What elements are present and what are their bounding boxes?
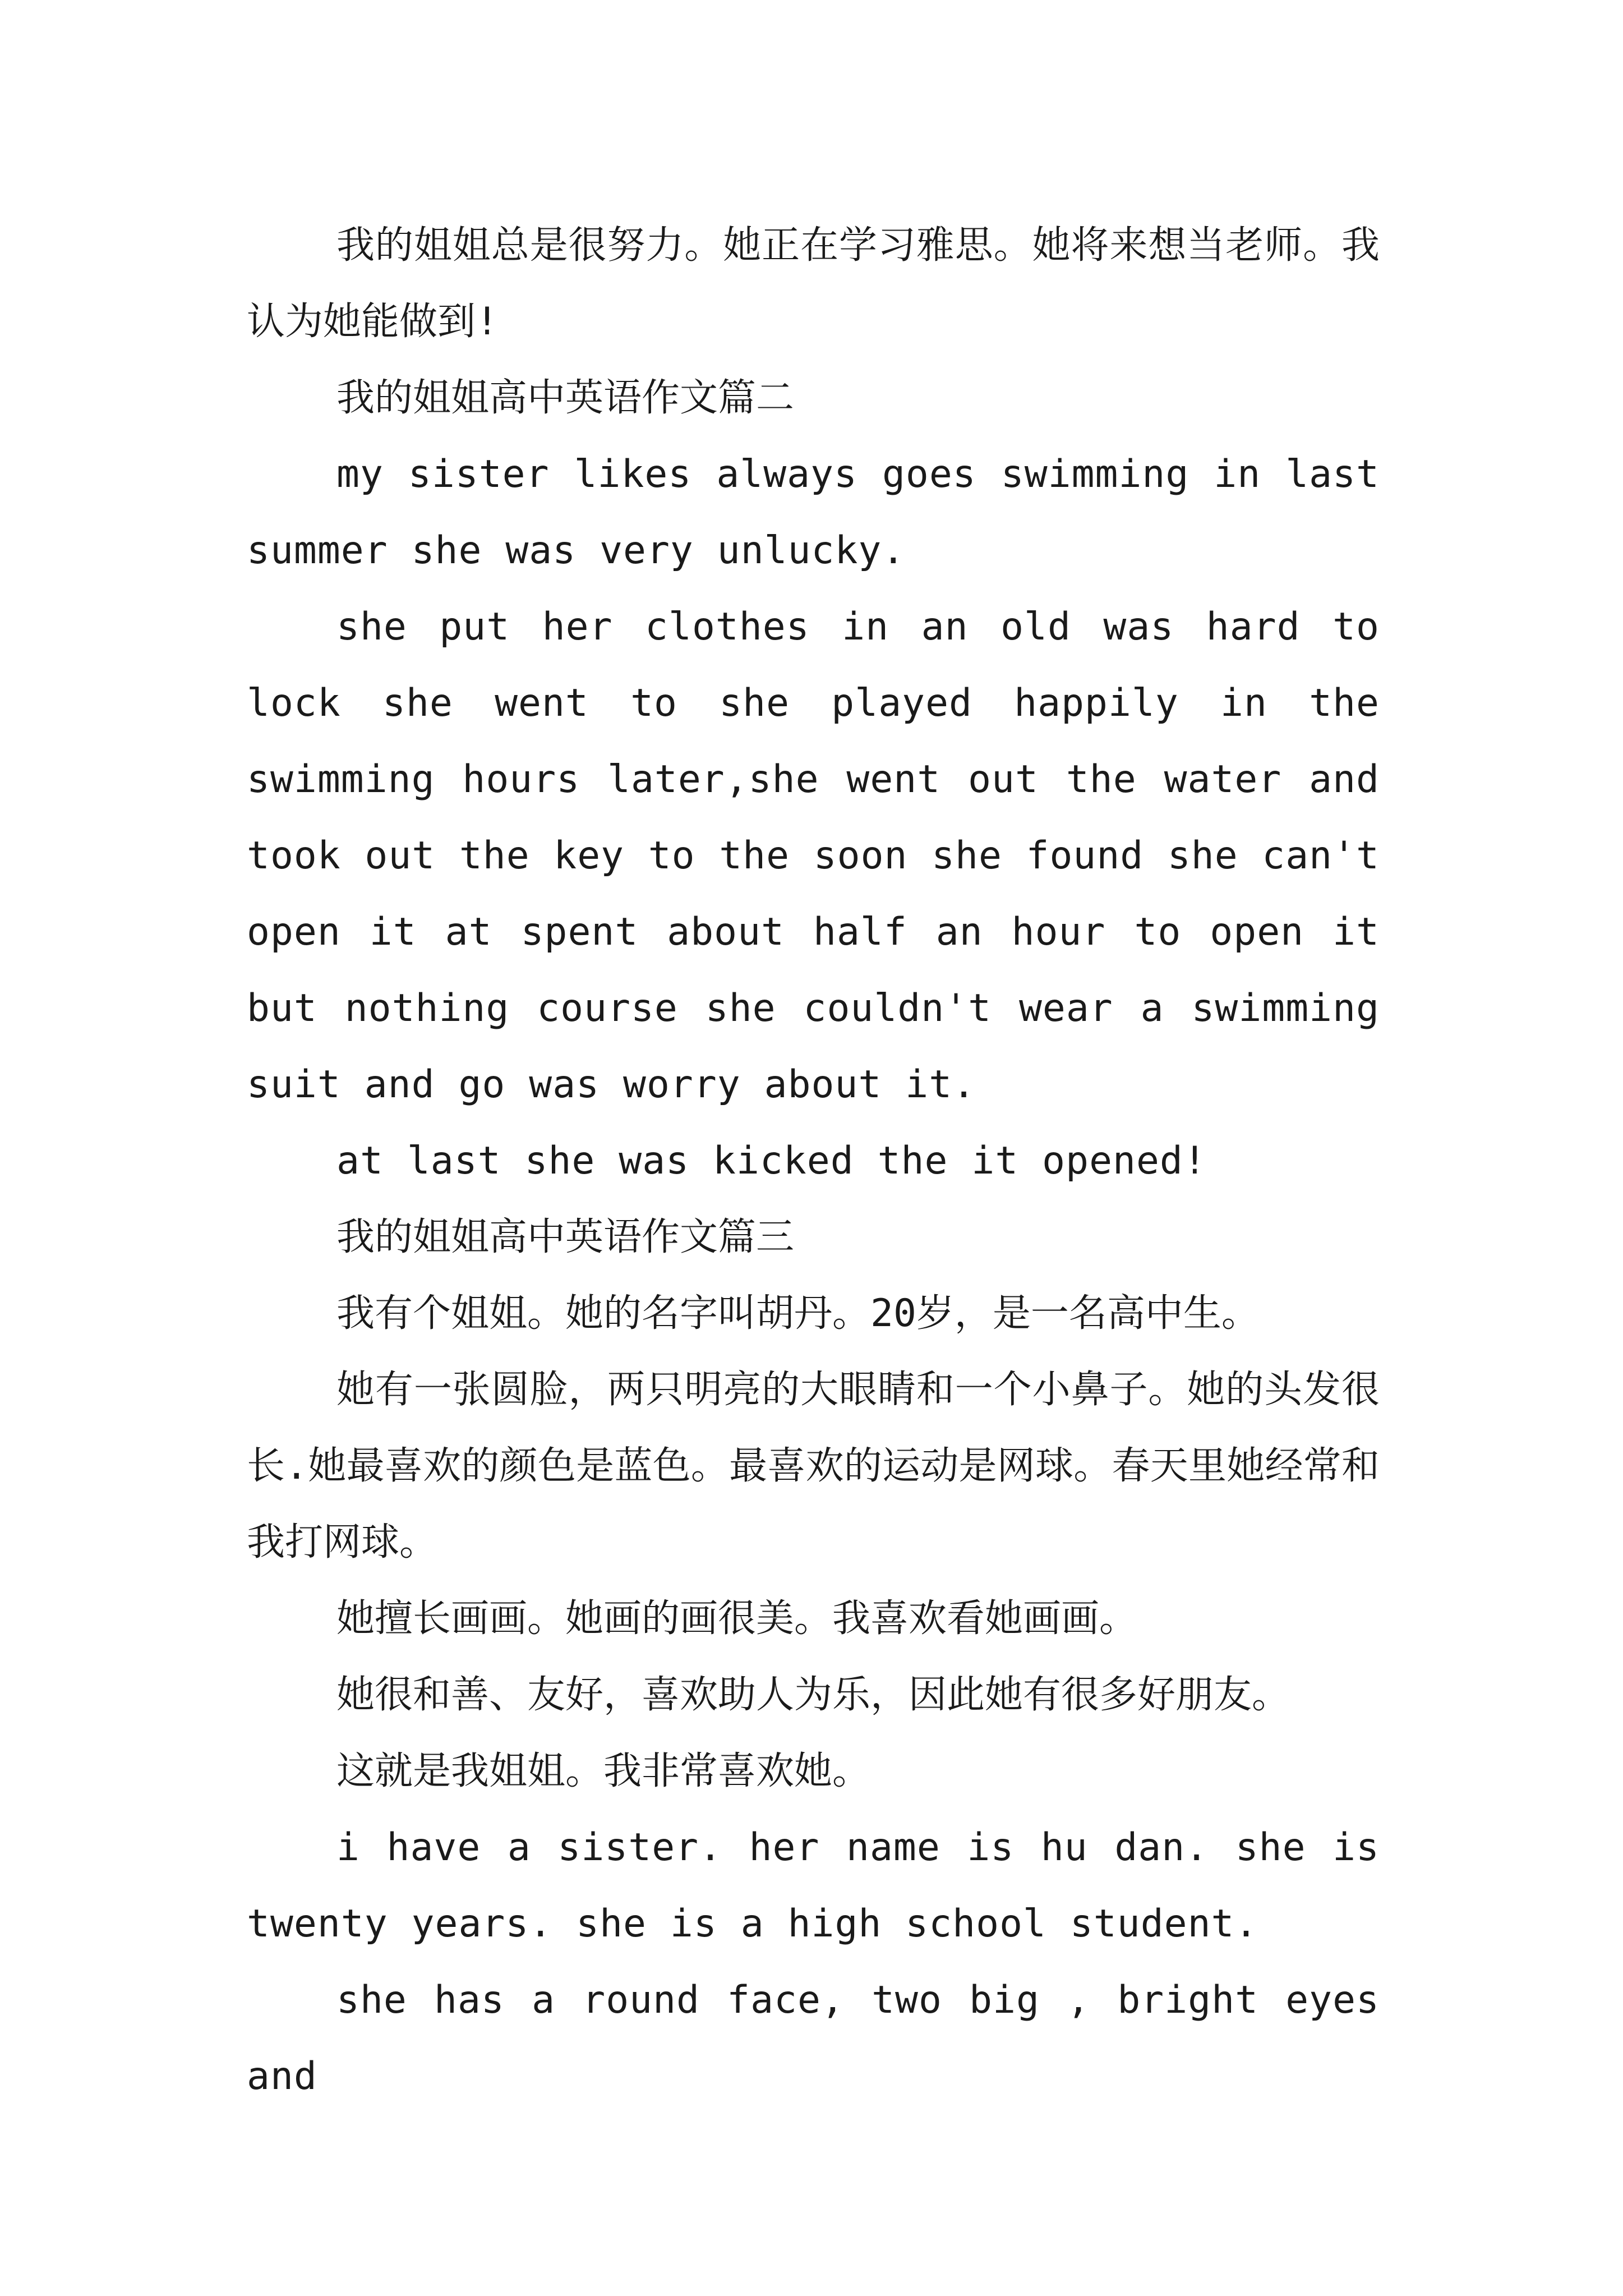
paragraph-swimming-ending: at last she was kicked the it opened! [336,1139,1207,1183]
paragraph-sister-studies: 我的姐姐总是很努力。她正在学习雅思。她将来想当老师。我认为她能做到! [247,223,1380,344]
paragraph-english-face: she has a round face, two big , bright eyes and [247,1978,1380,2099]
paragraph-swimming-locker: she put her clothes in an old was hard to lock she went to she played happily in the swimming hours later,she went out the water and took out the key to the soon she found she can't open it at spent about half an hour to open it but nothing course she couldn't wear a swimming suit and go was worry about it. [247,605,1380,1107]
paragraph-sister-drawing: 她擅长画画。她画的画很美。我喜欢看她画画。 [336,1596,1138,1641]
paragraph-sister-friends: 她很和善、友好，喜欢助人为乐，因此她有很多好朋友。 [336,1673,1290,1717]
heading-essay-two: 我的姐姐高中英语作文篇二 [336,376,795,420]
paragraph-sister-name: 我有个姐姐。她的名字叫胡丹。20岁，是一名高中生。 [336,1291,1260,1336]
paragraph-sister-conclusion: 这就是我姐姐。我非常喜欢她。 [336,1749,871,1793]
paragraph-swimming-intro: my sister likes always goes swimming in last summer she was very unlucky. [247,452,1380,573]
paragraph-english-intro: i have a sister. her name is hu dan. she is twenty years. she is a high school student. [247,1825,1380,1946]
document-body [247,208,1380,2115]
paragraph-sister-appearance: 她有一张圆脸，两只明亮的大眼睛和一个小鼻子。她的头发很长.她最喜欢的颜色是蓝色。最喜欢的运动是网球。春天里她经常和我打网球。 [247,1368,1380,1565]
heading-essay-three: 我的姐姐高中英语作文篇三 [336,1215,795,1259]
